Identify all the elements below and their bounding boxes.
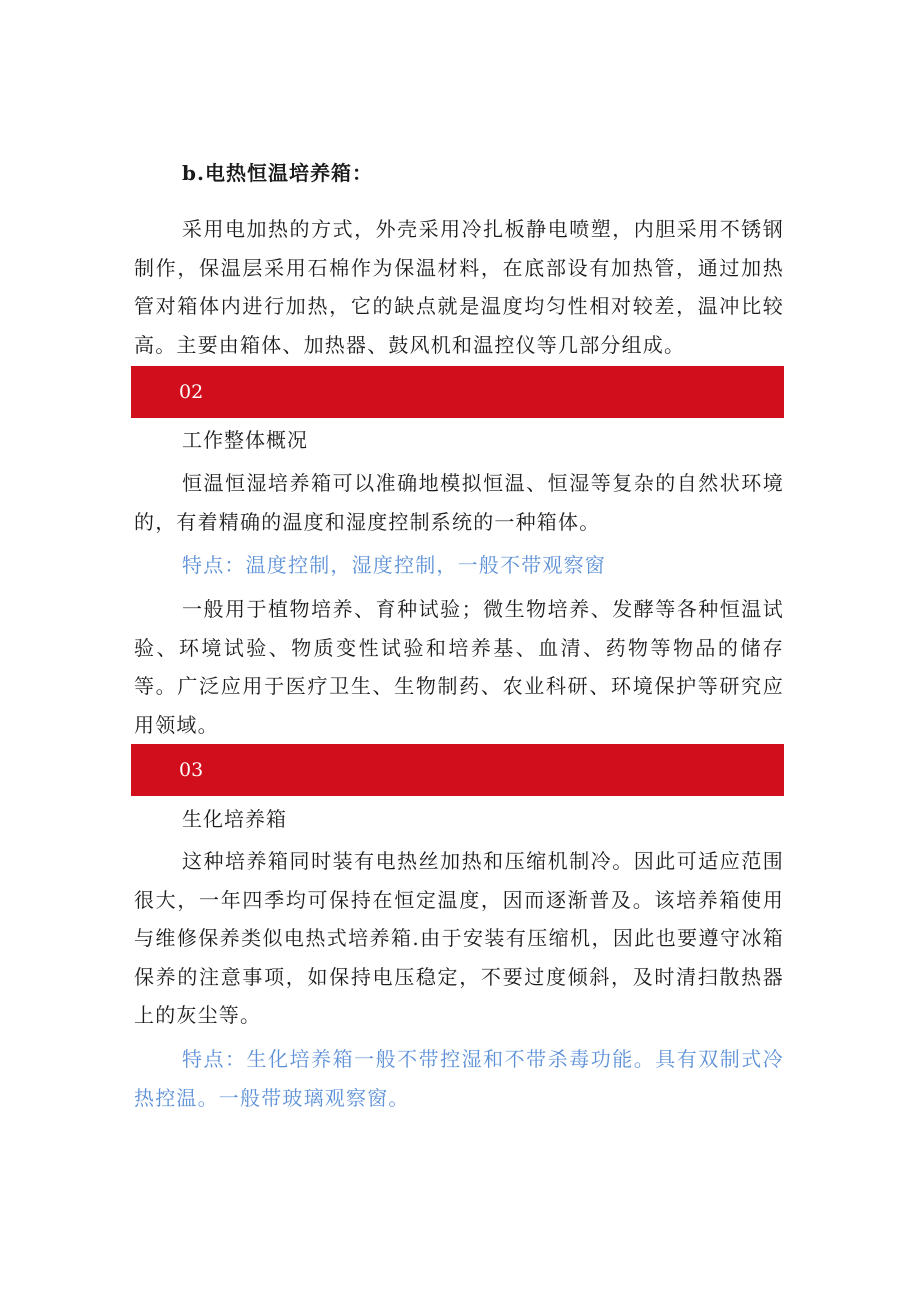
section-number-02: 02 xyxy=(179,381,204,403)
section-02-heading: 工作整体概况 xyxy=(182,428,308,452)
section-b-paragraph: 采用电加热的方式，外壳采用冷扎板静电喷塑，内胆采用不锈钢制作，保温层采用石棉作为保温材料，在底部设有加热管，通过加热管对箱体内进行加热，它的缺点就是温度均匀性相对较差，温冲比较高。主要由箱体、加热器、鼓风机和温控仪等几部分组成。 xyxy=(134,217,784,357)
section-number-03: 03 xyxy=(179,759,204,781)
section-03-paragraph-1: 这种培养箱同时装有电热丝加热和压缩机制冷。因此可适应范围很大，一年四季均可保持在恒定温度，因而逐渐普及。该培养箱使用与维修保养类似电热式培养箱.由于安装有压缩机，因此也要遵守冰箱保养的注意事项，如保持电压稳定，不要过度倾斜，及时清扫散热器上的灰尘等。 xyxy=(134,849,784,1027)
section-03-feature: 特点：生化培养箱一般不带控湿和不带杀毒功能。具有双制式冷热控温。一般带玻璃观察窗。 xyxy=(134,1047,784,1110)
section-02-paragraph-2: 一般用于植物培养、育种试验；微生物培养、发酵等各种恒温试验、环境试验、物质变性试验和培养基、血清、药物等物品的储存等。广泛应用于医疗卫生、生物制药、农业科研、环境保护等研究应用领域。 xyxy=(134,597,784,737)
section-b-heading: b.电热恒温培养箱： xyxy=(182,161,373,185)
section-band-03 xyxy=(131,744,784,796)
section-03-heading: 生化培养箱 xyxy=(182,807,287,831)
section-02-feature: 特点：温度控制，湿度控制，一般不带观察窗 xyxy=(182,553,606,577)
section-band-02 xyxy=(131,366,784,418)
section-02-paragraph-1: 恒温恒湿培养箱可以准确地模拟恒温、恒湿等复杂的自然状环境的，有着精确的温度和湿度控制系统的一种箱体。 xyxy=(134,471,784,534)
